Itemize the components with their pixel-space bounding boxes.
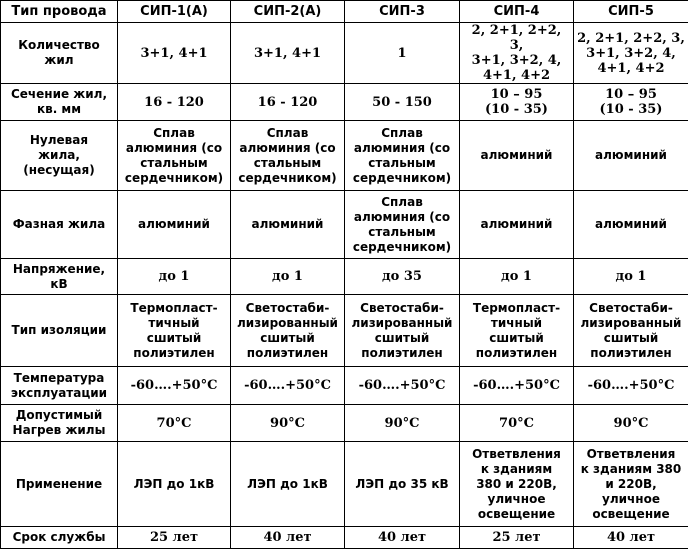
- table-cell: до 1: [460, 259, 574, 295]
- table-cell: алюминий: [118, 191, 231, 259]
- table-cell: Термопласт- тичный сшитый полиэтилен: [460, 295, 574, 367]
- table-cell: Сплав алюминия (со стальным сердечником): [118, 121, 231, 191]
- table-cell: 1: [345, 23, 460, 84]
- table-cell: -60….+50°С: [118, 367, 231, 405]
- row-label: Сечение жил, кв. мм: [1, 84, 118, 121]
- row-label: Напряжение, кВ: [1, 259, 118, 295]
- table-cell: Светостаби- лизированный сшитый полиэтилен: [574, 295, 688, 367]
- table-cell: алюминий: [574, 191, 688, 259]
- table-cell: алюминий: [574, 121, 688, 191]
- row-label: Температура эксплуатации: [1, 367, 118, 405]
- table-cell: ЛЭП до 1кВ: [231, 442, 345, 527]
- table-cell: -60….+50°С: [231, 367, 345, 405]
- table-cell: 25 лет: [460, 527, 574, 549]
- table-row-cross-section: [1, 84, 688, 121]
- table-cell: 70°С: [118, 405, 231, 442]
- table-row-phase-core: [1, 191, 688, 259]
- header-cell-sip-5: СИП-5: [574, 1, 688, 23]
- table-row-service-life: [1, 527, 688, 549]
- table-cell: ЛЭП до 1кВ: [118, 442, 231, 527]
- row-label: Применение: [1, 442, 118, 527]
- table-cell: 16 - 120: [118, 84, 231, 121]
- table-cell: до 35: [345, 259, 460, 295]
- header-cell-sip-4: СИП-4: [460, 1, 574, 23]
- table-cell: 2, 2+1, 2+2, 3, 3+1, 3+2, 4, 4+1, 4+2: [460, 23, 574, 84]
- table-cell: 3+1, 4+1: [231, 23, 345, 84]
- table-row-max-heating: [1, 405, 688, 442]
- table-cell: Сплав алюминия (со стальным сердечником): [345, 121, 460, 191]
- table-cell: -60….+50°С: [460, 367, 574, 405]
- row-label: Допустимый Нагрев жилы: [1, 405, 118, 442]
- table-cell: -60….+50°С: [574, 367, 688, 405]
- row-label: Тип изоляции: [1, 295, 118, 367]
- header-cell-sip-2a: СИП-2(А): [231, 1, 345, 23]
- header-cell-sip-1a: СИП-1(А): [118, 1, 231, 23]
- row-label: Срок службы: [1, 527, 118, 549]
- table-cell: Термопласт- тичный сшитый полиэтилен: [118, 295, 231, 367]
- table-cell: 3+1, 4+1: [118, 23, 231, 84]
- table-cell: Ответвления к зданиям 380 и 220В, уличное освещение: [574, 442, 688, 527]
- table-cell: алюминий: [460, 191, 574, 259]
- table-cell: 70°С: [460, 405, 574, 442]
- table-cell: 40 лет: [345, 527, 460, 549]
- table-cell: 25 лет: [118, 527, 231, 549]
- table-cell: Сплав алюминия (со стальным сердечником): [231, 121, 345, 191]
- header-cell-sip-3: СИП-3: [345, 1, 460, 23]
- table-cell: 90°С: [345, 405, 460, 442]
- table-cell: 90°С: [231, 405, 345, 442]
- table-cell: 50 - 150: [345, 84, 460, 121]
- table-row-neutral-core: [1, 121, 688, 191]
- row-label: Нулевая жила, (несущая): [1, 121, 118, 191]
- row-label: Фазная жила: [1, 191, 118, 259]
- table-row-application: [1, 442, 688, 527]
- table-row-temperature: [1, 367, 688, 405]
- table-cell: 40 лет: [574, 527, 688, 549]
- table-cell: алюминий: [460, 121, 574, 191]
- table-cell: 16 - 120: [231, 84, 345, 121]
- header-cell-wire-type: Тип провода: [1, 1, 118, 23]
- table-row-voltage: [1, 259, 688, 295]
- table-cell: 10 – 95 (10 - 35): [460, 84, 574, 121]
- table-cell: -60….+50°С: [345, 367, 460, 405]
- table-cell: ЛЭП до 35 кВ: [345, 442, 460, 527]
- row-label: Количество жил: [1, 23, 118, 84]
- table-cell: 90°С: [574, 405, 688, 442]
- table-cell: Ответвления к зданиям 380 и 220В, уличное освещение: [460, 442, 574, 527]
- table-cell: до 1: [118, 259, 231, 295]
- table-cell: Сплав алюминия (со стальным сердечником): [345, 191, 460, 259]
- table-cell: алюминий: [231, 191, 345, 259]
- table-cell: Светостаби- лизированный сшитый полиэтилен: [231, 295, 345, 367]
- table-cell: до 1: [574, 259, 688, 295]
- table-cell: 40 лет: [231, 527, 345, 549]
- table-row-core-count: [1, 23, 688, 84]
- table-cell: 2, 2+1, 2+2, 3, 3+1, 3+2, 4, 4+1, 4+2: [574, 23, 688, 84]
- table-cell: 10 – 95 (10 - 35): [574, 84, 688, 121]
- table-cell: до 1: [231, 259, 345, 295]
- table-row-insulation: [1, 295, 688, 367]
- table-cell: Светостаби- лизированный сшитый полиэтилен: [345, 295, 460, 367]
- header-row: [1, 1, 688, 23]
